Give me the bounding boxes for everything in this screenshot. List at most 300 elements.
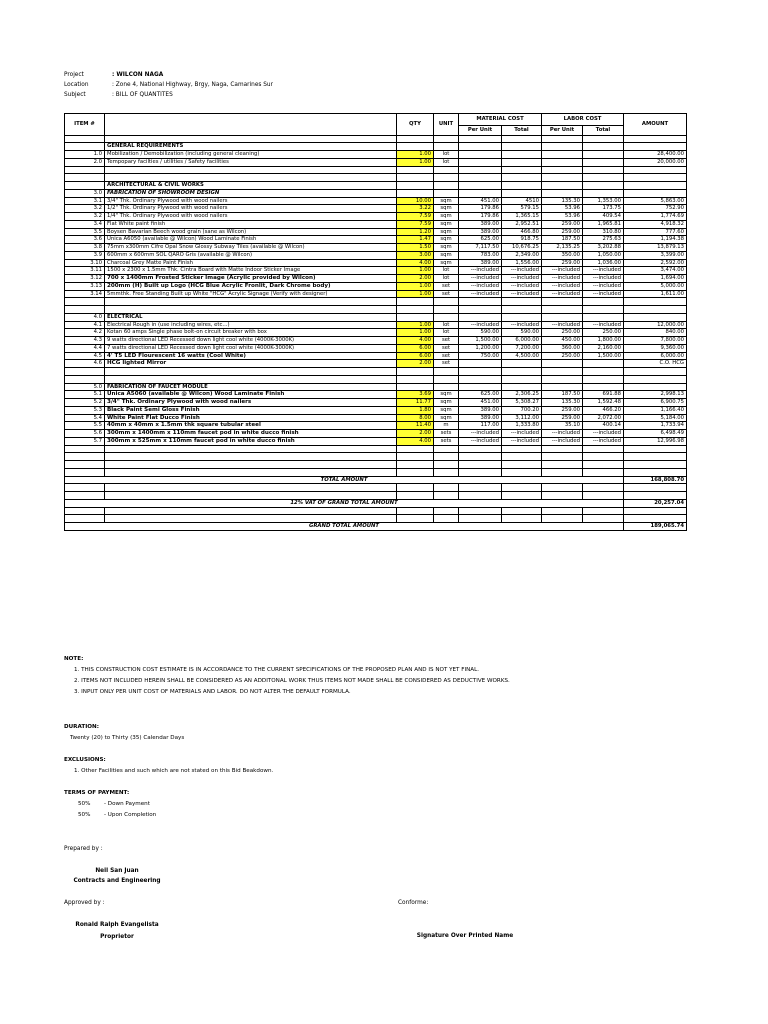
labor-per-unit-cell: 2,135.25	[542, 244, 583, 252]
table-row	[65, 352, 687, 360]
item-cell: 3.4	[65, 220, 105, 228]
project-header	[64, 70, 273, 100]
conforme-label: Conforme:	[398, 900, 429, 906]
amount-cell: 1,733.94	[624, 422, 687, 430]
description-cell: Electrical Rough in (use including wires, etc...)	[105, 321, 397, 329]
table-row	[65, 383, 687, 391]
approved-by-title: Proprietor	[100, 934, 134, 940]
blank-row	[65, 298, 687, 306]
table-row	[65, 236, 687, 244]
labor-per-unit-cell: 259.00	[542, 406, 583, 414]
description-cell: 3/4" Thk. Ordinary Plywood with wood nailers	[105, 197, 397, 205]
table-row	[65, 220, 687, 228]
payment-2-text: - Upon Completion	[104, 812, 157, 818]
description-cell: 1500 x 2300 x 1.5mm Thk. Cintra Board with Matte Indoor Sticker Image	[105, 267, 397, 275]
qty-cell: 2.00	[397, 275, 434, 283]
prepared-by-title: Contracts and Engineering	[73, 878, 161, 884]
unit-cell: set	[434, 337, 459, 345]
material-total-cell: 466.80	[502, 228, 542, 236]
description-cell: 5mmthk. Free Standing Built up White "HCG" Acrylic Signage (Verify with designer)	[105, 290, 397, 298]
labor-total-cell: 3,202.88	[583, 244, 624, 252]
labor-total-cell: 1,800.00	[583, 337, 624, 345]
amount-cell: 777.60	[624, 228, 687, 236]
project-label: Project	[64, 72, 84, 78]
material-total-cell	[502, 158, 542, 166]
unit-cell: lot	[434, 329, 459, 337]
labor-per-unit-cell: 259.00	[542, 414, 583, 422]
amount-cell	[624, 383, 687, 391]
payment-1-pct: 50%	[78, 801, 91, 807]
labor-total-cell: ---included	[583, 437, 624, 445]
labor-total-cell	[583, 158, 624, 166]
description-cell: 7 watts directional LED Recessed down light cool white (4000K-3000K)	[105, 344, 397, 352]
labor-per-unit-cell: 53.96	[542, 205, 583, 213]
blank-row	[65, 468, 687, 476]
item-cell: 5.7	[65, 437, 105, 445]
blank-row	[65, 507, 687, 515]
section-title: ARCHITECTURAL & CIVIL WORKS	[105, 182, 397, 190]
labor-per-unit-cell: 187.50	[542, 236, 583, 244]
conforme-signature-label: Signature Over Printed Name	[416, 933, 514, 939]
item-cell: 5.2	[65, 399, 105, 407]
section-general: GENERAL REQUIREMENTS	[105, 143, 397, 151]
qty-cell: 1.00	[397, 329, 434, 337]
description-cell: 1/2" Thk. Ordinary Plywood with wood nailers	[105, 205, 397, 213]
material-per-unit-cell: 783.00	[459, 251, 502, 259]
table-row	[65, 151, 687, 159]
qty-cell: 3.22	[397, 205, 434, 213]
table-row	[65, 399, 687, 407]
total-amount-row	[65, 476, 687, 484]
description-cell: 1/4" Thk. Ordinary Plywood with wood nailers	[105, 213, 397, 221]
qty-cell: 1.00	[397, 158, 434, 166]
labor-per-unit-cell	[542, 158, 583, 166]
table-row	[65, 251, 687, 259]
table-row	[65, 205, 687, 213]
table-row	[65, 344, 687, 352]
notes-section	[64, 654, 510, 698]
table-row	[65, 259, 687, 267]
description-cell: ELECTRICAL	[105, 313, 397, 321]
unit-cell: sqm	[434, 399, 459, 407]
blank-row	[65, 484, 687, 492]
item-cell: 3.9	[65, 251, 105, 259]
material-per-unit-cell: 389.00	[459, 406, 502, 414]
col-material-total: Total	[502, 125, 542, 135]
material-total-cell: 2,306.25	[502, 391, 542, 399]
amount-cell: 5,000.00	[624, 282, 687, 290]
unit-cell	[434, 313, 459, 321]
unit-cell: lot	[434, 275, 459, 283]
unit-cell: sqm	[434, 213, 459, 221]
description-cell: FABRICATION OF FAUCET MODULE	[105, 383, 397, 391]
material-per-unit-cell: 389.00	[459, 220, 502, 228]
labor-total-cell: ---included	[583, 321, 624, 329]
exclusions-section	[64, 755, 273, 777]
col-labor-cost: LABOR COST	[542, 114, 624, 126]
description-cell: 200mm (H) Built up Logo (HCG Blue Acrylic Fronlit, Dark Chrome body)	[105, 282, 397, 290]
labor-total-cell: 310.80	[583, 228, 624, 236]
amount-cell: 5,863.00	[624, 197, 687, 205]
unit-cell: sqm	[434, 236, 459, 244]
description-cell: White Paint Flat Ducco Finish	[105, 414, 397, 422]
material-total-cell: ---included	[502, 267, 542, 275]
amount-cell: 1,611.00	[624, 290, 687, 298]
material-total-cell: 1,556.00	[502, 259, 542, 267]
item-cell: 5.4	[65, 414, 105, 422]
table-row	[65, 391, 687, 399]
labor-per-unit-cell: 259.00	[542, 220, 583, 228]
labor-per-unit-cell: ---included	[542, 275, 583, 283]
qty-cell	[397, 189, 434, 197]
material-total-cell: 10,676.25	[502, 244, 542, 252]
unit-cell: sqm	[434, 197, 459, 205]
labor-per-unit-cell: ---included	[542, 282, 583, 290]
labor-total-cell	[583, 313, 624, 321]
material-total-cell: 4510	[502, 197, 542, 205]
material-total-cell: ---included	[502, 430, 542, 438]
blank-row	[65, 445, 687, 453]
qty-cell: 6.00	[397, 352, 434, 360]
item-cell: 4.0	[65, 313, 105, 321]
description-cell: Boysen Bavarian Beech wood grain (sane as Wilcon)	[105, 228, 397, 236]
unit-cell: lot	[434, 158, 459, 166]
labor-per-unit-cell	[542, 189, 583, 197]
labor-total-cell: 1,036.00	[583, 259, 624, 267]
material-per-unit-cell: 389.00	[459, 228, 502, 236]
blank-row	[65, 515, 687, 523]
qty-cell: 1.00	[397, 290, 434, 298]
col-labor-per-unit: Per Unit	[542, 125, 583, 135]
qty-cell	[397, 383, 434, 391]
table-row	[65, 437, 687, 445]
col-description	[105, 114, 397, 136]
qty-cell: 4.00	[397, 437, 434, 445]
material-total-cell: 700.20	[502, 406, 542, 414]
material-per-unit-cell	[459, 313, 502, 321]
item-cell: 5.0	[65, 383, 105, 391]
material-per-unit-cell: 590.00	[459, 329, 502, 337]
labor-total-cell: ---included	[583, 275, 624, 283]
section-row	[65, 182, 687, 190]
description-cell: Tempopary facilties / utilities / Safety facilities	[105, 158, 397, 166]
amount-cell: 12,996.98	[624, 437, 687, 445]
unit-cell: sqm	[434, 220, 459, 228]
col-labor-total: Total	[583, 125, 624, 135]
labor-per-unit-cell: 135.30	[542, 399, 583, 407]
unit-cell: sqm	[434, 244, 459, 252]
duration-title: DURATION:	[64, 724, 99, 730]
qty-cell: 7.59	[397, 213, 434, 221]
labor-per-unit-cell	[542, 151, 583, 159]
blank-row	[65, 375, 687, 383]
labor-per-unit-cell: ---included	[542, 430, 583, 438]
material-total-cell: 1,365.15	[502, 213, 542, 221]
material-total-cell	[502, 360, 542, 368]
header-row	[65, 114, 687, 126]
labor-total-cell: 275.63	[583, 236, 624, 244]
description-cell: 75mm x300mm Cifre Opal Snow Glossy Subway Tiles (available @ Wilcon)	[105, 244, 397, 252]
description-cell: Black Paint Semi Gloss Finish	[105, 406, 397, 414]
material-per-unit-cell: 1,200.00	[459, 344, 502, 352]
material-total-cell	[502, 189, 542, 197]
table-row	[65, 290, 687, 298]
labor-per-unit-cell: 350.00	[542, 251, 583, 259]
table-row	[65, 228, 687, 236]
description-cell: 4' T5 LED Flourescent 16 watts (Cool White)	[105, 352, 397, 360]
material-per-unit-cell	[459, 383, 502, 391]
prepared-by-name: Neil San Juan	[95, 868, 139, 874]
item-cell: 4.1	[65, 321, 105, 329]
material-per-unit-cell: 451.00	[459, 399, 502, 407]
labor-total-cell: 1,965.81	[583, 220, 624, 228]
qty-cell: 8.00	[397, 414, 434, 422]
table-row	[65, 422, 687, 430]
item-cell: 3.5	[65, 228, 105, 236]
description-cell: Kotan 60 amps Single phase bolt-on circuit breaker with box	[105, 329, 397, 337]
table-row	[65, 313, 687, 321]
item-cell: 3.2	[65, 205, 105, 213]
total-amount-row-value: 168,808.70	[624, 476, 687, 484]
qty-cell: 1.00	[397, 321, 434, 329]
labor-total-cell	[583, 383, 624, 391]
grand-total-row-label: GRAND TOTAL AMOUNT	[65, 523, 624, 531]
description-cell: 40mm x 40mm x 1.5mm thk square tubular steel	[105, 422, 397, 430]
qty-cell: 3.69	[397, 391, 434, 399]
material-per-unit-cell: 625.00	[459, 236, 502, 244]
approved-by-label: Approved by :	[64, 900, 105, 906]
table-row	[65, 189, 687, 197]
grand-total-row	[65, 523, 687, 531]
item-cell: 5.1	[65, 391, 105, 399]
table-row	[65, 430, 687, 438]
item-cell: 2.0	[65, 158, 105, 166]
table-row	[65, 244, 687, 252]
description-cell: Charcoal Grey Matte Paint Finish	[105, 259, 397, 267]
unit-cell: lot	[434, 151, 459, 159]
unit-cell: set	[434, 352, 459, 360]
item-cell: 3.6	[65, 236, 105, 244]
unit-cell: sqm	[434, 228, 459, 236]
labor-total-cell: ---included	[583, 267, 624, 275]
labor-total-cell: ---included	[583, 282, 624, 290]
material-total-cell: ---included	[502, 282, 542, 290]
labor-per-unit-cell: 250.00	[542, 352, 583, 360]
material-per-unit-cell: 179.86	[459, 213, 502, 221]
unit-cell: sets	[434, 430, 459, 438]
location-value: : Zone 4, National Highway, Brgy, Naga, Camarines Sur	[112, 82, 273, 88]
material-total-cell: ---included	[502, 290, 542, 298]
amount-cell: 6,900.75	[624, 399, 687, 407]
material-per-unit-cell: 389.00	[459, 414, 502, 422]
description-cell: 3/4" Thk. Ordinary Plywood with wood nailers	[105, 399, 397, 407]
item-cell: 4.3	[65, 337, 105, 345]
qty-cell: 11.77	[397, 399, 434, 407]
material-per-unit-cell: ---included	[459, 290, 502, 298]
note-2: 2. ITEMS NOT INCLUDED HEREIN SHALL BE CONSIDERED AS AN ADDITONAL WORK THUS ITEMS NOT MADE SHALL BE CONSIDERED AS DEDUCTIVE WORKS.	[74, 678, 510, 684]
material-per-unit-cell	[459, 360, 502, 368]
unit-cell: sqm	[434, 251, 459, 259]
table-body	[65, 135, 687, 530]
material-total-cell	[502, 383, 542, 391]
amount-cell: 6,498.49	[624, 430, 687, 438]
blank-row	[65, 453, 687, 461]
material-per-unit-cell: 625.00	[459, 391, 502, 399]
labor-total-cell: 1,500.00	[583, 352, 624, 360]
payment-1-text: - Down Payment	[104, 801, 150, 807]
labor-per-unit-cell: ---included	[542, 437, 583, 445]
labor-total-cell: 1,050.00	[583, 251, 624, 259]
prepared-by-label: Prepared by :	[64, 846, 103, 852]
unit-cell: sqm	[434, 391, 459, 399]
item-cell: 4.6	[65, 360, 105, 368]
labor-total-cell: 1,353.00	[583, 197, 624, 205]
table-row	[65, 414, 687, 422]
amount-cell: 1,194.38	[624, 236, 687, 244]
amount-cell: C.O. HCG	[624, 360, 687, 368]
material-per-unit-cell: 750.00	[459, 352, 502, 360]
table-row	[65, 267, 687, 275]
item-cell: 3.0	[65, 189, 105, 197]
vat-row-value: 20,257.04	[624, 499, 687, 507]
material-per-unit-cell: ---included	[459, 321, 502, 329]
material-per-unit-cell: 389.00	[459, 259, 502, 267]
qty-cell: 11.40	[397, 422, 434, 430]
location-label: Location	[64, 82, 89, 88]
labor-per-unit-cell: 35.10	[542, 422, 583, 430]
col-material-cost: MATERIAL COST	[459, 114, 542, 126]
qty-cell: 1.20	[397, 228, 434, 236]
item-cell: 5.3	[65, 406, 105, 414]
amount-cell: 4,918.32	[624, 220, 687, 228]
material-total-cell: 590.00	[502, 329, 542, 337]
col-qty: QTY	[397, 114, 434, 136]
qty-cell: 4.00	[397, 259, 434, 267]
qty-cell: 1.00	[397, 151, 434, 159]
labor-per-unit-cell: 250.00	[542, 329, 583, 337]
amount-cell: 2,592.00	[624, 259, 687, 267]
description-cell: 300mm x 1400mm x 110mm faucet pod in white ducco finish	[105, 430, 397, 438]
item-cell: 3.13	[65, 282, 105, 290]
table-row	[65, 406, 687, 414]
material-total-cell: 6,000.00	[502, 337, 542, 345]
note-1: 1. THIS CONSTRUCTION COST ESTIMATE IS IN ACCORDANCE TO THE CURRENT SPECIFICATIONS OF THE PROPOSED PLAN AND IS NOT YET FINAL.	[74, 667, 480, 673]
exclusion-1: 1. Other Facilities and such which are not stated on this Bid Beakdown.	[74, 768, 274, 774]
labor-per-unit-cell: 135.30	[542, 197, 583, 205]
table-row	[65, 360, 687, 368]
item-cell: 4.5	[65, 352, 105, 360]
material-total-cell: 4,500.00	[502, 352, 542, 360]
unit-cell: sqm	[434, 205, 459, 213]
col-unit: UNIT	[434, 114, 459, 136]
labor-total-cell: ---included	[583, 290, 624, 298]
description-cell: 9 watts directional LED Recessed down light cool white (4000K-3000K)	[105, 337, 397, 345]
labor-total-cell: 173.75	[583, 205, 624, 213]
payment-title: TERMS OF PAYMENT:	[64, 790, 130, 796]
qty-cell: 1.50	[397, 244, 434, 252]
material-per-unit-cell	[459, 158, 502, 166]
unit-cell: sqm	[434, 414, 459, 422]
labor-per-unit-cell: 450.00	[542, 337, 583, 345]
labor-total-cell: ---included	[583, 430, 624, 438]
item-cell: 3.2	[65, 213, 105, 221]
material-per-unit-cell: 451.00	[459, 197, 502, 205]
item-cell: 4.4	[65, 344, 105, 352]
subject-value: : BILL OF QUANTITES	[112, 92, 173, 98]
payment-2-pct: 50%	[78, 812, 91, 818]
table-row	[65, 197, 687, 205]
labor-per-unit-cell: ---included	[542, 290, 583, 298]
material-total-cell	[502, 313, 542, 321]
col-material-per-unit: Per Unit	[459, 125, 502, 135]
table-row	[65, 158, 687, 166]
item-cell: 3.14	[65, 290, 105, 298]
material-per-unit-cell: ---included	[459, 430, 502, 438]
vat-row-label: 12% VAT OF GRAND TOTAL AMOUNT	[65, 499, 624, 507]
amount-cell: 13,879.13	[624, 244, 687, 252]
qty-cell: 1.80	[397, 406, 434, 414]
unit-cell: lot	[434, 267, 459, 275]
table-row	[65, 213, 687, 221]
labor-total-cell	[583, 360, 624, 368]
item-cell: 1.0	[65, 151, 105, 159]
description-cell: 600mm x 600mm SOL QARO Gris (available @ Wilcon)	[105, 251, 397, 259]
labor-per-unit-cell: ---included	[542, 321, 583, 329]
payment-section	[64, 788, 156, 821]
exclusions-title: EXCLUSIONS:	[64, 757, 106, 763]
vat-row	[65, 499, 687, 507]
description-cell: Unica A6050 (available @ Wilcon) Wood Laminate Finish	[105, 236, 397, 244]
table-row	[65, 337, 687, 345]
material-per-unit-cell: 7,117.50	[459, 244, 502, 252]
material-total-cell: ---included	[502, 437, 542, 445]
labor-per-unit-cell	[542, 313, 583, 321]
material-per-unit-cell: ---included	[459, 437, 502, 445]
item-cell: 5.6	[65, 430, 105, 438]
item-cell: 3.1	[65, 197, 105, 205]
labor-total-cell	[583, 189, 624, 197]
material-total-cell	[502, 151, 542, 159]
labor-total-cell: 2,160.00	[583, 344, 624, 352]
table-row	[65, 275, 687, 283]
description-cell: FABRICATION OF SHOWROOM DESIGN	[105, 189, 397, 197]
qty-cell: 1.00	[397, 282, 434, 290]
material-per-unit-cell: ---included	[459, 282, 502, 290]
amount-cell: 28,400.00	[624, 151, 687, 159]
subject-label: Subject	[64, 92, 86, 98]
amount-cell: 3,474.00	[624, 267, 687, 275]
unit-cell: set	[434, 290, 459, 298]
grand-total-row-value: 189,065.74	[624, 523, 687, 531]
blank-row	[65, 492, 687, 500]
labor-per-unit-cell	[542, 383, 583, 391]
notes-title: NOTE:	[64, 656, 84, 662]
description-cell: 700 x 1400mm Frosted Sticker Image (Acrylic provided by Wilcon)	[105, 275, 397, 283]
table-row	[65, 329, 687, 337]
labor-total-cell	[583, 151, 624, 159]
amount-cell: 840.00	[624, 329, 687, 337]
material-per-unit-cell: ---included	[459, 267, 502, 275]
material-total-cell: 3,112.00	[502, 414, 542, 422]
material-total-cell: 918.75	[502, 236, 542, 244]
note-3: 3. INPUT ONLY PER UNIT COST OF MATERIALS AND LABOR. DO NOT ALTER THE DEFAULT FORMULA.	[74, 689, 351, 695]
material-total-cell: ---included	[502, 321, 542, 329]
material-total-cell: 5,308.27	[502, 399, 542, 407]
material-per-unit-cell	[459, 189, 502, 197]
amount-cell: 7,800.00	[624, 337, 687, 345]
amount-cell: 9,360.00	[624, 344, 687, 352]
labor-per-unit-cell: 360.00	[542, 344, 583, 352]
